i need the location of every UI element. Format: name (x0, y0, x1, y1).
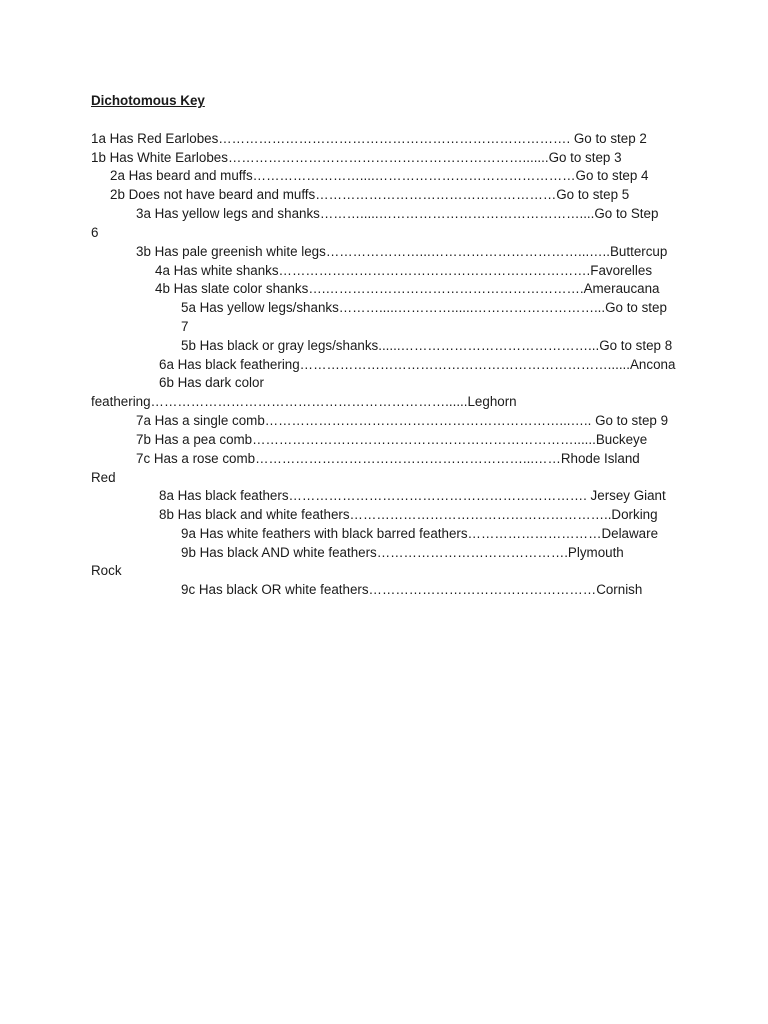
key-line-2a: 2a Has beard and muffs……………………....………………………………………Go to step 4 (110, 168, 649, 183)
key-line-5a-wrap: 7 (181, 319, 189, 334)
key-line-7b: 7b Has a pea comb………………………………………………………………......Buckeye (136, 432, 648, 447)
key-line-3a: 3a Has yellow legs and shanks……….....………………………………………....Go to Step (136, 206, 659, 221)
key-line-4a: 4a Has white shanks…………………………………………………………….Favorelles (155, 263, 653, 278)
key-line-9b: 9b Has black AND white feathers…………………………………….Plymouth (181, 545, 624, 560)
key-line-9b-wrap: Rock (91, 563, 122, 578)
key-line-8a: 8a Has black feathers…………………………………………………………. Jersey Giant (159, 488, 666, 503)
key-line-7c-wrap: Red (91, 470, 116, 485)
key-line-2b: 2b Does not have beard and muffs………………………………………………Go to step 5 (110, 187, 630, 202)
key-line-1b: 1b Has White Earlobes………………………………………………………….......Go to step 3 (91, 150, 622, 165)
key-line-7c: 7c Has a rose comb……………………………………………………...……Rhode Island (136, 451, 640, 466)
key-line-6a: 6a Has black feathering……………………………………………………………......Ancona (159, 357, 676, 372)
key-line-9c: 9c Has black OR white feathers……………………………………………Cornish (181, 582, 643, 597)
key-line-3b: 3b Has pale greenish white legs…………………...……………………………...…..Buttercup (136, 244, 668, 259)
key-line-8b: 8b Has black and white feathers…………………………………………………..Dorking (159, 507, 658, 522)
key-line-7a: 7a Has a single comb…………………………………………………………...….. Go to step 9 (136, 413, 669, 428)
key-line-5b: 5b Has black or gray legs/shanks......……………………………………...Go to step 8 (181, 338, 673, 353)
key-line-9a: 9a Has white feathers with black barred feathers…………………………Delaware (181, 526, 659, 541)
key-line-3a-wrap: 6 (91, 225, 99, 240)
key-line-5a: 5a Has yellow legs/shanks……….....…………......………………………...Go to step (181, 300, 667, 315)
key-line-4b: 4b Has slate color shanks….………………………………………………….Ameraucana (155, 281, 660, 296)
document-title: Dichotomous Key (91, 93, 205, 108)
key-line-1a: 1a Has Red Earlobes……………………………………………………………………. Go to step 2 (91, 131, 647, 146)
key-line-6b: 6b Has dark color (159, 375, 264, 390)
key-line-6b-wrap: feathering…………………………………………………………......Leghorn (91, 394, 517, 409)
